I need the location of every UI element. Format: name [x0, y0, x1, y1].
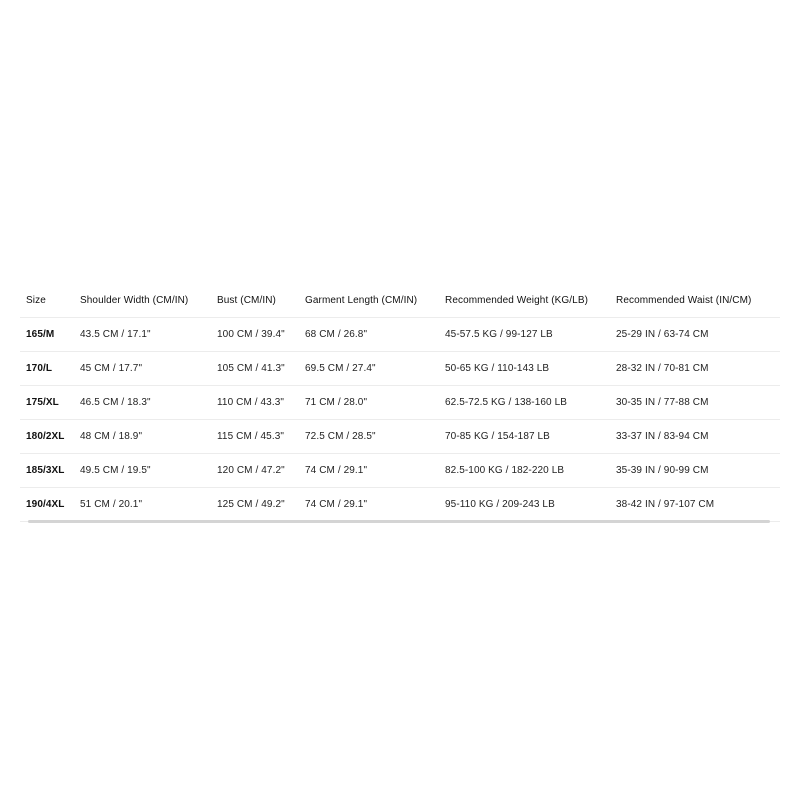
header-recommended-weight: Recommended Weight (KG/LB): [439, 284, 610, 318]
header-row: [20, 284, 780, 318]
header-bust: Bust (CM/IN): [211, 284, 299, 318]
garment-length-cell: 72.5 CM / 28.5": [299, 420, 439, 454]
bust-cell: 125 CM / 49.2": [211, 488, 299, 522]
recommended-weight-cell: 45-57.5 KG / 99-127 LB: [439, 318, 610, 352]
bust-cell: 110 CM / 43.3": [211, 386, 299, 420]
size-chart-table: [20, 284, 780, 522]
garment-length-cell: 69.5 CM / 27.4": [299, 352, 439, 386]
shoulder-width-cell: 45 CM / 17.7": [74, 352, 211, 386]
bust-cell: 105 CM / 41.3": [211, 352, 299, 386]
bust-cell: 100 CM / 39.4": [211, 318, 299, 352]
bust-cell: 120 CM / 47.2": [211, 454, 299, 488]
garment-length-cell: 74 CM / 29.1": [299, 488, 439, 522]
shoulder-width-cell: 48 CM / 18.9": [74, 420, 211, 454]
size-chart-container: [20, 284, 780, 522]
table-row: [20, 454, 780, 488]
size-cell: 175/XL: [20, 386, 74, 420]
size-cell: 180/2XL: [20, 420, 74, 454]
recommended-waist-cell: 28-32 IN / 70-81 CM: [610, 352, 780, 386]
recommended-waist-cell: 30-35 IN / 77-88 CM: [610, 386, 780, 420]
shoulder-width-cell: 43.5 CM / 17.1": [74, 318, 211, 352]
recommended-weight-cell: 82.5-100 KG / 182-220 LB: [439, 454, 610, 488]
recommended-waist-cell: 35-39 IN / 90-99 CM: [610, 454, 780, 488]
recommended-waist-cell: 25-29 IN / 63-74 CM: [610, 318, 780, 352]
size-cell: 165/M: [20, 318, 74, 352]
size-chart-header: [20, 284, 780, 318]
table-row: [20, 386, 780, 420]
table-row: [20, 318, 780, 352]
garment-length-cell: 74 CM / 29.1": [299, 454, 439, 488]
recommended-weight-cell: 50-65 KG / 110-143 LB: [439, 352, 610, 386]
table-row: [20, 352, 780, 386]
header-garment-length: Garment Length (CM/IN): [299, 284, 439, 318]
header-recommended-waist: Recommended Waist (IN/CM): [610, 284, 780, 318]
recommended-waist-cell: 33-37 IN / 83-94 CM: [610, 420, 780, 454]
recommended-weight-cell: 62.5-72.5 KG / 138-160 LB: [439, 386, 610, 420]
size-chart-body: [20, 318, 780, 522]
header-size: Size: [20, 284, 74, 318]
shoulder-width-cell: 51 CM / 20.1": [74, 488, 211, 522]
size-cell: 190/4XL: [20, 488, 74, 522]
header-shoulder-width: Shoulder Width (CM/IN): [74, 284, 211, 318]
recommended-weight-cell: 95-110 KG / 209-243 LB: [439, 488, 610, 522]
garment-length-cell: 71 CM / 28.0": [299, 386, 439, 420]
shoulder-width-cell: 49.5 CM / 19.5": [74, 454, 211, 488]
garment-length-cell: 68 CM / 26.8": [299, 318, 439, 352]
recommended-waist-cell: 38-42 IN / 97-107 CM: [610, 488, 780, 522]
horizontal-scrollbar[interactable]: [28, 520, 770, 523]
size-cell: 170/L: [20, 352, 74, 386]
size-cell: 185/3XL: [20, 454, 74, 488]
table-row: [20, 420, 780, 454]
table-row: [20, 488, 780, 522]
bust-cell: 115 CM / 45.3": [211, 420, 299, 454]
shoulder-width-cell: 46.5 CM / 18.3": [74, 386, 211, 420]
recommended-weight-cell: 70-85 KG / 154-187 LB: [439, 420, 610, 454]
